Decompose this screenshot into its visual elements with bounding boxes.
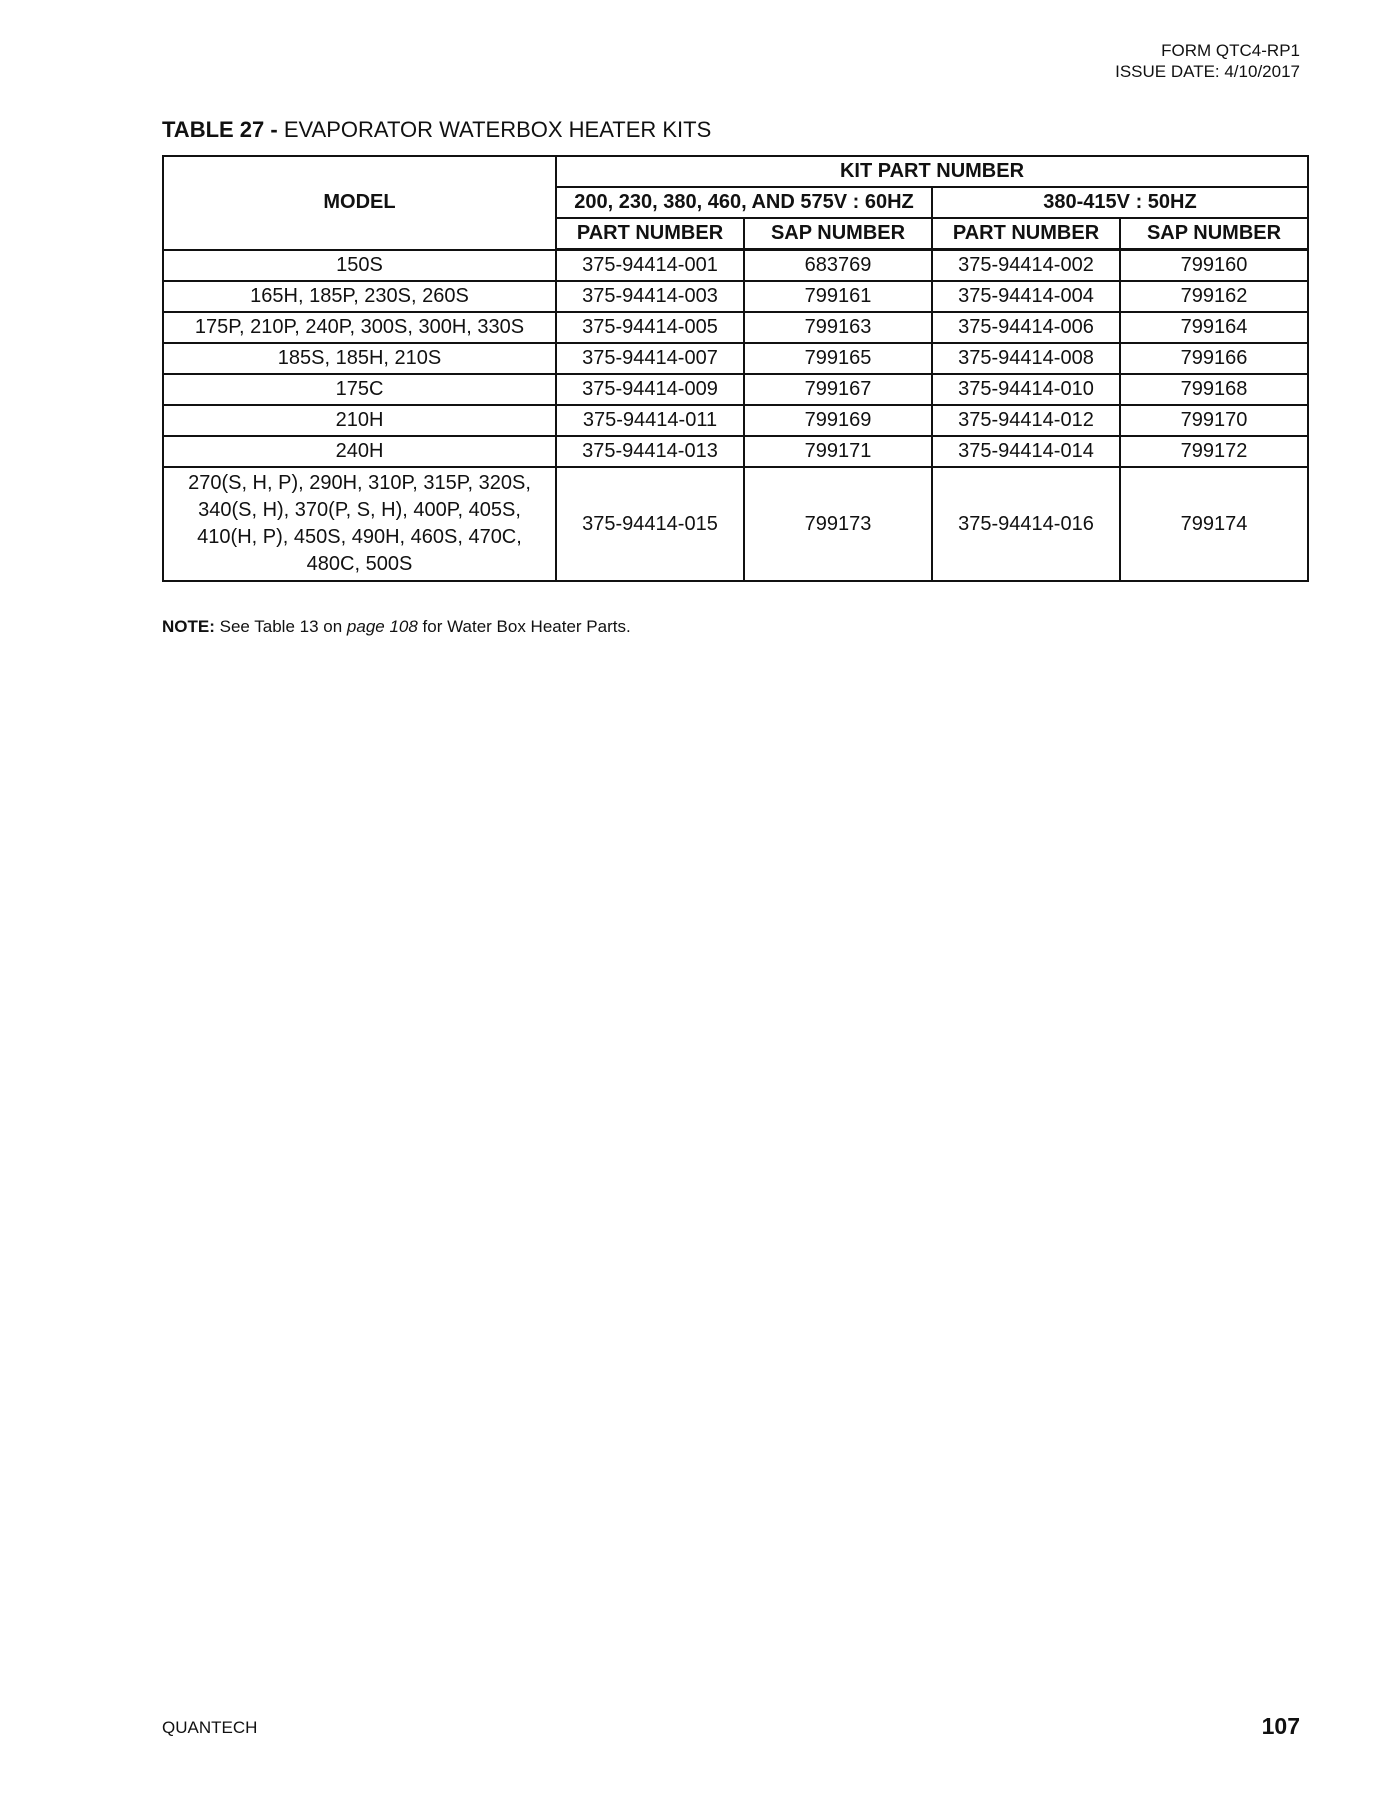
note-page-reference: page 108 [346,617,418,636]
table-row [163,467,1308,581]
column-header-sap-number-50hz: SAP NUMBER [1120,218,1308,250]
sap-number-60hz-cell: 799171 [744,436,932,467]
part-number-50hz-cell: 375-94414-008 [932,343,1120,374]
sap-number-60hz-cell: 799169 [744,405,932,436]
model-cell: 185S, 185H, 210S [163,343,556,374]
column-group-50hz: 380-415V : 50HZ [932,187,1308,218]
heater-kits-table [162,155,1309,582]
table-number: TABLE 27 - [162,117,278,142]
document-header [1115,40,1300,82]
note-label: NOTE: [162,617,215,636]
sap-number-50hz-cell: 799174 [1120,467,1308,581]
model-line: 340(S, H), 370(P, S, H), 400P, 405S, [198,499,521,521]
table-row [163,436,1308,467]
table-row [163,281,1308,312]
part-number-60hz-cell: 375-94414-001 [556,250,744,282]
part-number-60hz-cell: 375-94414-003 [556,281,744,312]
sap-number-50hz-cell: 799168 [1120,374,1308,405]
note-text-before: See Table 13 on [214,617,347,636]
part-number-60hz-cell: 375-94414-015 [556,467,744,581]
model-line: 410(H, P), 450S, 490H, 460S, 470C, [197,526,522,548]
model-cell: 175P, 210P, 240P, 300S, 300H, 330S [163,312,556,343]
model-cell: 165H, 185P, 230S, 260S [163,281,556,312]
table-note [162,616,631,637]
sap-number-60hz-cell: 683769 [744,250,932,282]
column-header-part-number-50hz: PART NUMBER [932,218,1120,250]
table-row [163,250,1308,282]
sap-number-50hz-cell: 799164 [1120,312,1308,343]
column-header-sap-number-60hz: SAP NUMBER [744,218,932,250]
sap-number-60hz-cell: 799173 [744,467,932,581]
model-cell: 150S [163,250,556,282]
part-number-50hz-cell: 375-94414-014 [932,436,1120,467]
sap-number-60hz-cell: 799161 [744,281,932,312]
column-header-part-number-60hz: PART NUMBER [556,218,744,250]
column-group-60hz: 200, 230, 380, 460, AND 575V : 60HZ [556,187,932,218]
table-title-text: EVAPORATOR WATERBOX HEATER KITS [283,117,712,142]
part-number-50hz-cell: 375-94414-002 [932,250,1120,282]
sap-number-50hz-cell: 799172 [1120,436,1308,467]
part-number-50hz-cell: 375-94414-010 [932,374,1120,405]
model-cell: 175C [163,374,556,405]
page-number: 107 [1261,1713,1300,1739]
part-number-60hz-cell: 375-94414-009 [556,374,744,405]
model-line: 270(S, H, P), 290H, 310P, 315P, 320S, [188,472,531,494]
part-number-60hz-cell: 375-94414-005 [556,312,744,343]
column-header-model: MODEL [163,156,556,250]
model-line: 480C, 500S [306,553,413,575]
model-cell: 240H [163,436,556,467]
sap-number-60hz-cell: 799167 [744,374,932,405]
sap-number-50hz-cell: 799162 [1120,281,1308,312]
part-number-50hz-cell: 375-94414-004 [932,281,1120,312]
form-number: FORM QTC4-RP1 [1161,41,1300,60]
footer-brand: QUANTECH [162,1718,258,1737]
model-cell [163,467,556,581]
table-row [163,405,1308,436]
part-number-50hz-cell: 375-94414-012 [932,405,1120,436]
part-number-60hz-cell: 375-94414-011 [556,405,744,436]
part-number-60hz-cell: 375-94414-013 [556,436,744,467]
part-number-50hz-cell: 375-94414-006 [932,312,1120,343]
issue-date: ISSUE DATE: 4/10/2017 [1115,62,1300,81]
table-title [162,117,711,143]
sap-number-60hz-cell: 799165 [744,343,932,374]
part-number-50hz-cell: 375-94414-016 [932,467,1120,581]
part-number-60hz-cell: 375-94414-007 [556,343,744,374]
note-text-after: for Water Box Heater Parts. [417,617,631,636]
column-header-kit-part-number: KIT PART NUMBER [556,156,1308,187]
table-row [163,312,1308,343]
sap-number-50hz-cell: 799170 [1120,405,1308,436]
sap-number-50hz-cell: 799166 [1120,343,1308,374]
sap-number-50hz-cell: 799160 [1120,250,1308,282]
table-row [163,343,1308,374]
table-row [163,374,1308,405]
model-cell: 210H [163,405,556,436]
sap-number-60hz-cell: 799163 [744,312,932,343]
